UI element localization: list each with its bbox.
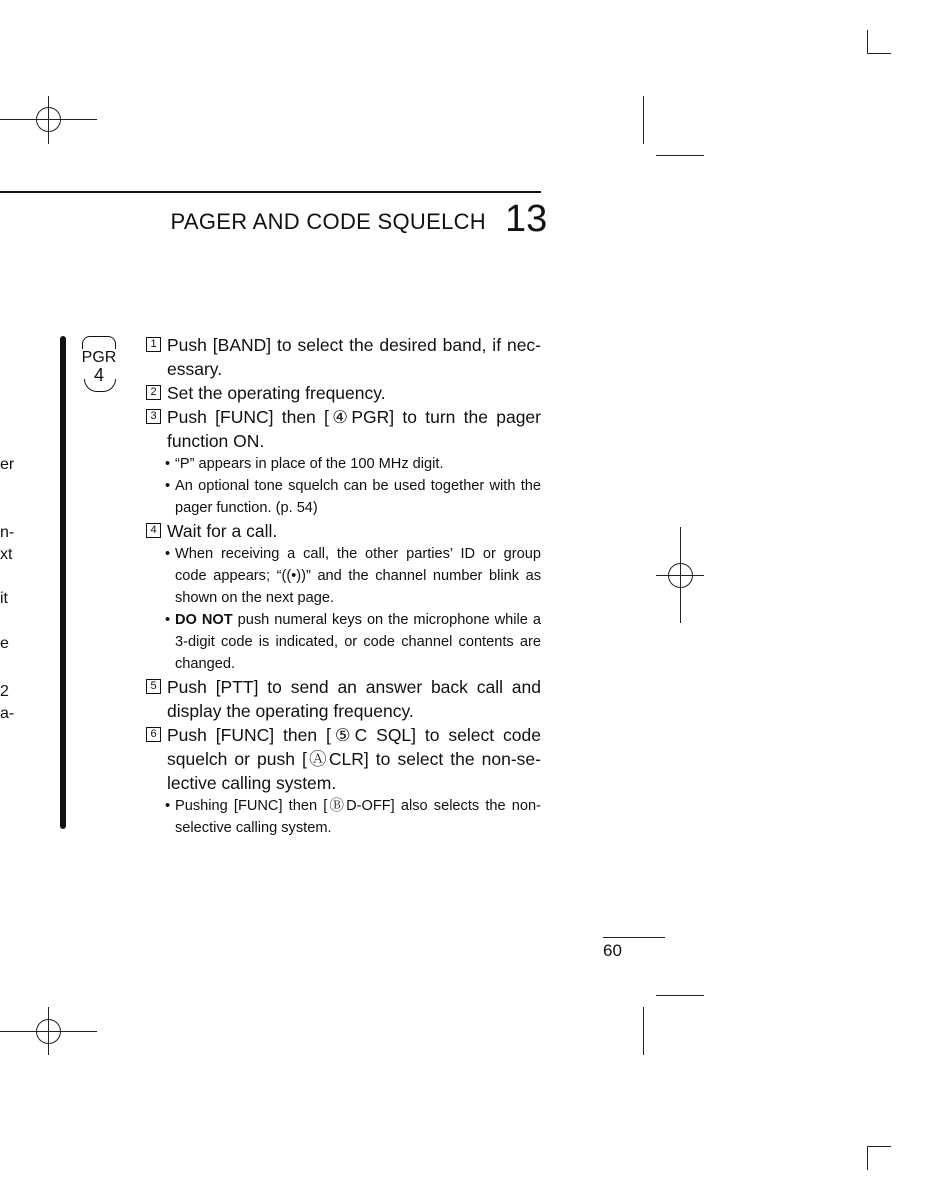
crop-mark xyxy=(867,53,891,54)
key-frame-bottom xyxy=(84,379,116,392)
step-number: 6 xyxy=(146,727,161,742)
key-frame-top xyxy=(82,336,116,349)
step-text: Push [BAND] to select the desired band, if nec-essary. xyxy=(167,335,541,379)
step-1 xyxy=(146,333,541,381)
step-5 xyxy=(146,675,541,723)
crop-mark xyxy=(867,30,868,53)
key-label: PGR xyxy=(81,349,117,366)
crop-mark xyxy=(656,995,704,996)
bleed-fragment: er xyxy=(0,456,15,473)
step-3 xyxy=(146,405,541,453)
registration-mark xyxy=(668,563,693,588)
registration-mark xyxy=(36,107,61,132)
bleed-fragment: e xyxy=(0,635,9,652)
crop-mark xyxy=(656,155,704,156)
bleed-fragment: xt xyxy=(0,546,13,563)
step-6 xyxy=(146,723,541,795)
chapter-number: 13 xyxy=(505,198,548,240)
warning-text: DO NOT xyxy=(175,612,233,628)
step-4-note-1: • When receiving a call, the other parties’ ID or group code appears; “((•))” and the channel number blink as shown on the next page. xyxy=(146,543,541,609)
crop-mark xyxy=(643,1007,644,1055)
step-3-note-2: • An optional tone squelch can be used together with the pager function. (p. 54) xyxy=(146,475,541,519)
step-number: 4 xyxy=(146,523,161,538)
registration-mark xyxy=(36,1019,61,1044)
step-number: 2 xyxy=(146,385,161,400)
header-rule xyxy=(0,191,541,193)
step-text: Push [FUNC] then [④PGR] to turn the pager function ON. xyxy=(167,407,541,451)
crop-mark xyxy=(867,1146,891,1147)
step-2 xyxy=(146,381,541,405)
bleed-fragment: a- xyxy=(0,705,15,722)
crop-mark xyxy=(867,1146,868,1170)
pgr-key-icon xyxy=(80,336,120,396)
step-6-note-1: • Pushing [FUNC] then [ⒷD-OFF] also selects the non-selective calling system. xyxy=(146,795,541,839)
page-number-rule xyxy=(603,937,665,938)
step-text: Push [PTT] to send an answer back call and display the operating frequency. xyxy=(167,677,541,721)
note-text: push numeral keys on the microphone while a 3-digit code is indicated, or code channel contents are changed. xyxy=(175,612,541,672)
bleed-fragment: it xyxy=(0,590,8,607)
procedure-steps xyxy=(146,333,541,839)
section-sidebar-bar xyxy=(60,336,66,829)
step-3-note-1: • “P” appears in place of the 100 MHz digit. xyxy=(146,453,541,475)
step-text: Set the operating frequency. xyxy=(167,383,386,403)
crop-mark xyxy=(643,96,644,144)
step-4 xyxy=(146,519,541,543)
bleed-fragment: 2 xyxy=(0,683,9,700)
page-number: 60 xyxy=(603,941,622,960)
step-text: Wait for a call. xyxy=(167,521,278,541)
step-number: 5 xyxy=(146,679,161,694)
step-number: 1 xyxy=(146,337,161,352)
step-4-note-2 xyxy=(146,609,541,675)
bleed-fragment: n- xyxy=(0,524,15,541)
step-number: 3 xyxy=(146,409,161,424)
key-number: 4 xyxy=(93,365,104,385)
section-title: PAGER AND CODE SQUELCH xyxy=(170,209,486,234)
step-text: Push [FUNC] then [⑤C SQL] to select code squelch or push [ⒶCLR] to select the non-se-lective calling system. xyxy=(167,725,541,793)
